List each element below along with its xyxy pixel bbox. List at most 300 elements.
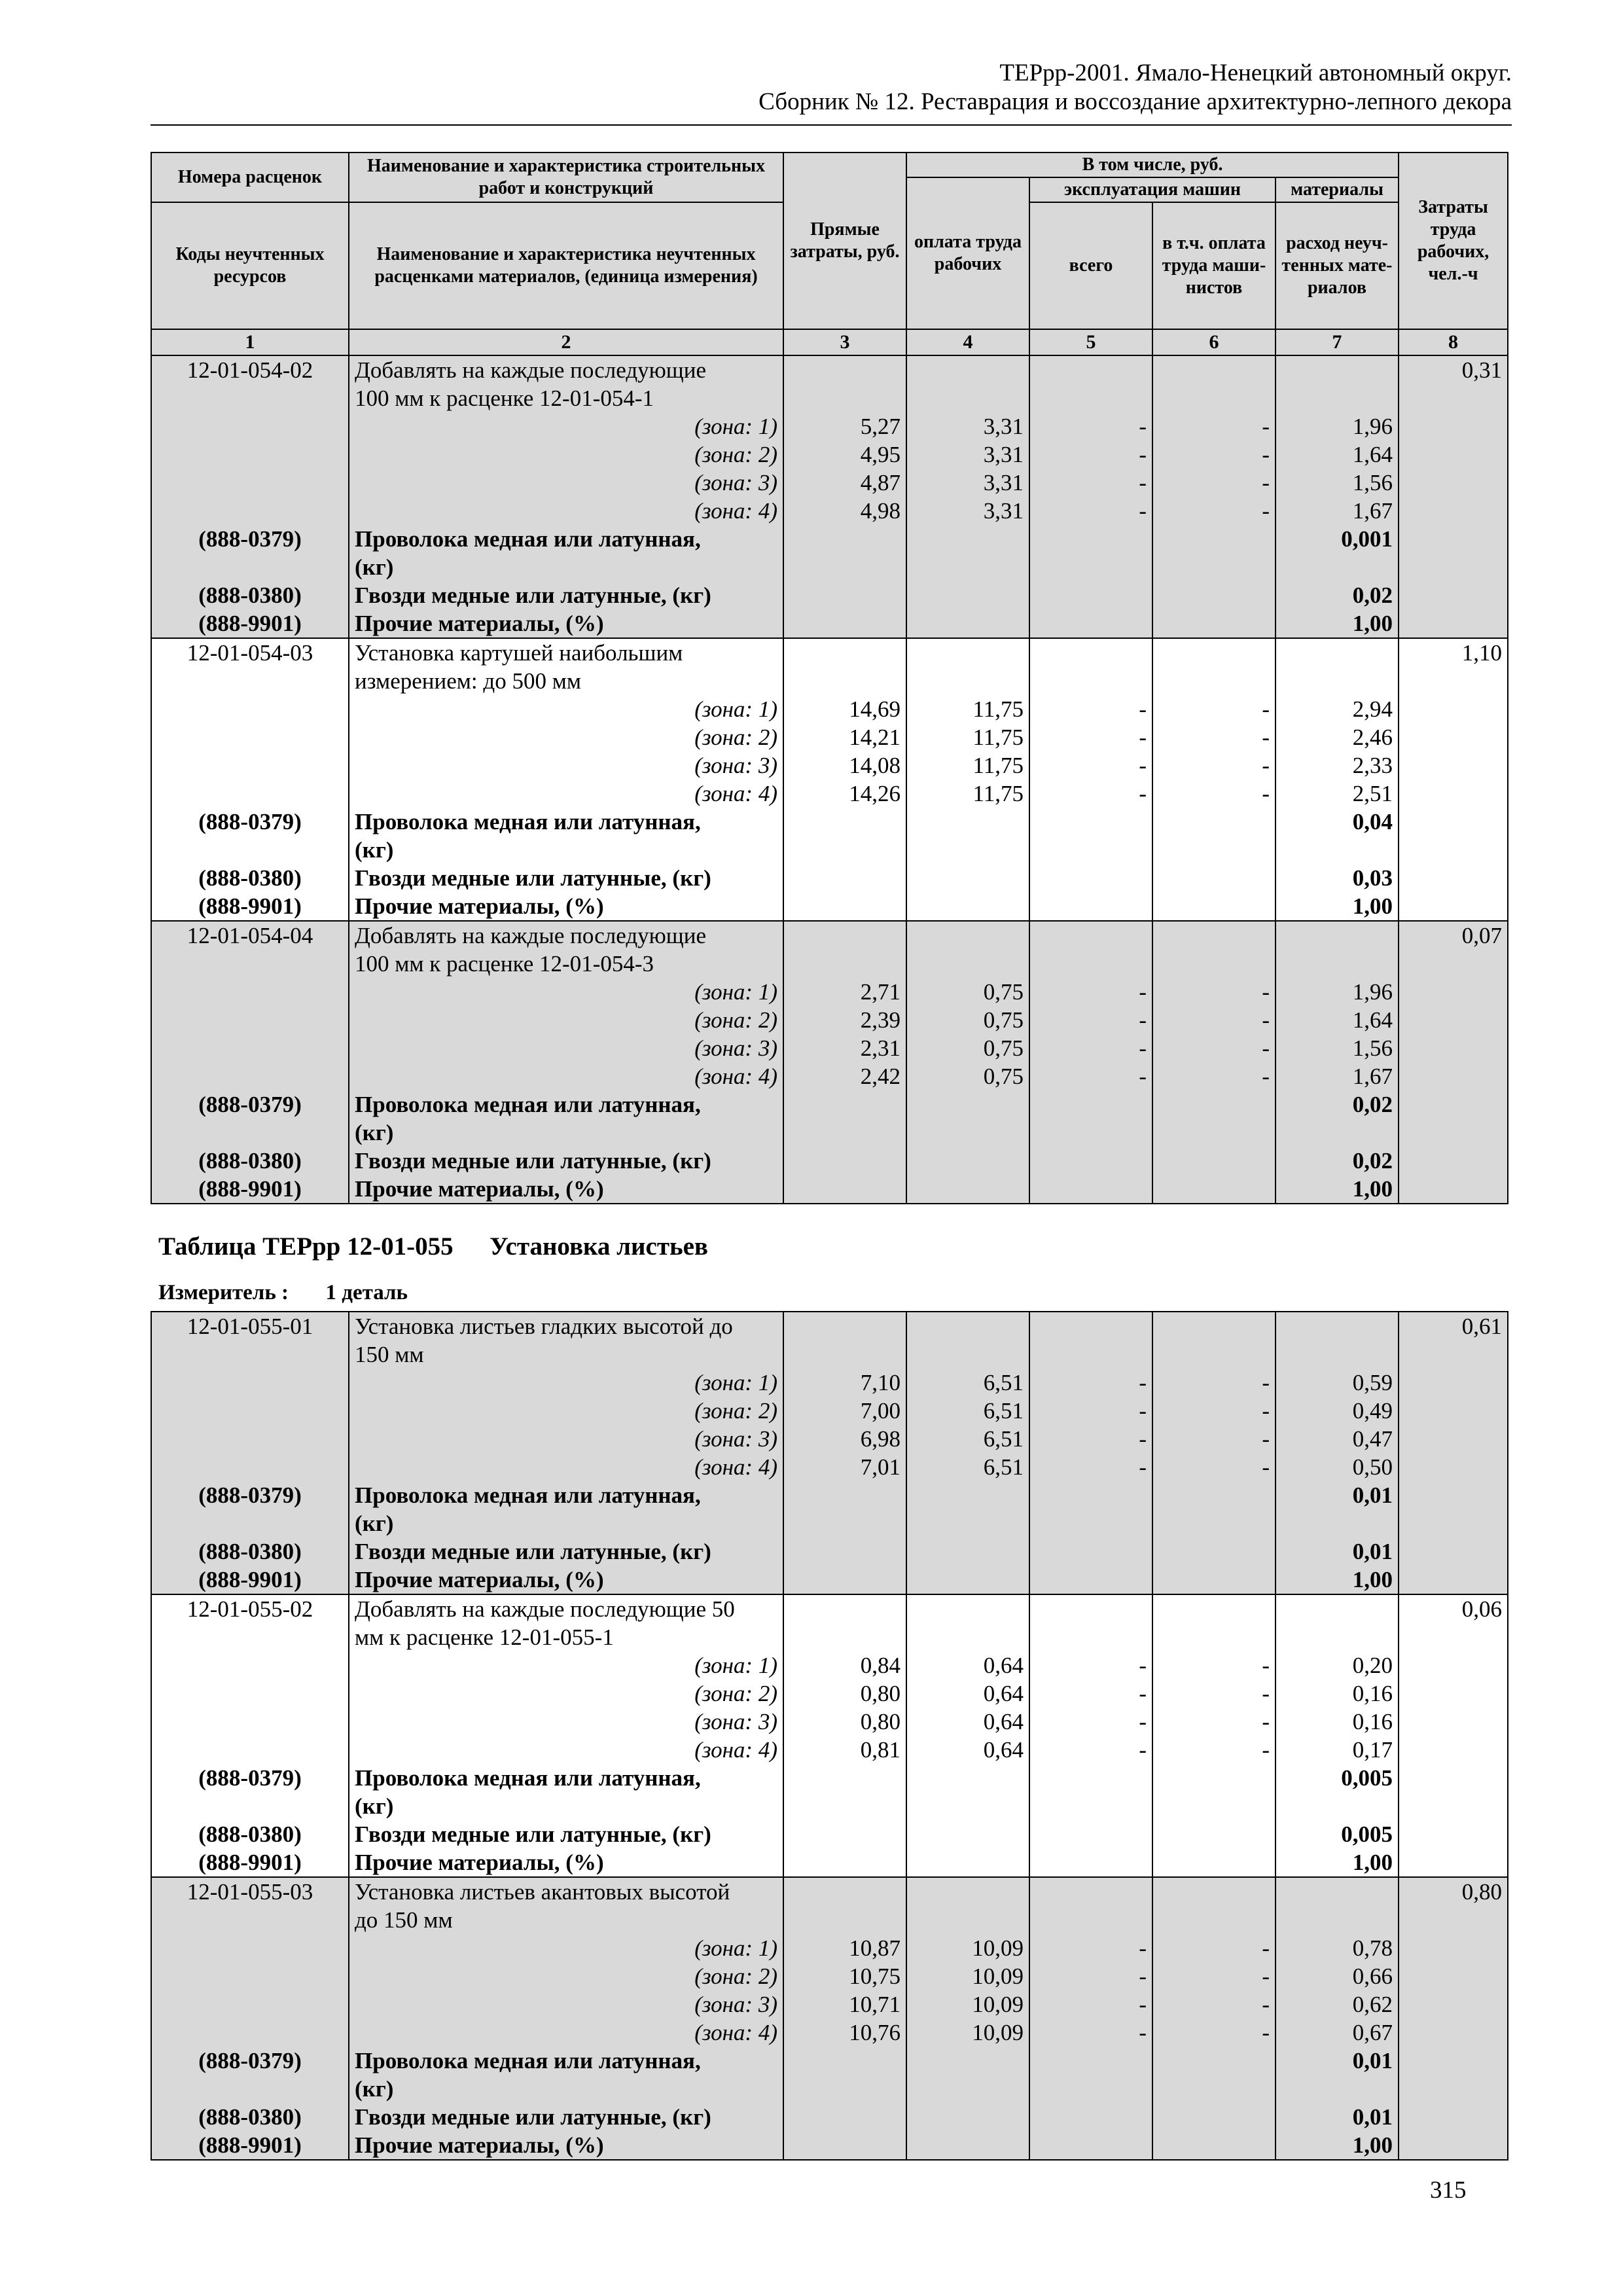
zone-label: (зона: 3): [349, 1034, 783, 1062]
material-row: [151, 2131, 1508, 2160]
empty-cell: [1029, 667, 1152, 695]
direct-costs: 4,87: [783, 469, 906, 497]
empty-cell: [151, 723, 349, 751]
zone-label: (зона: 3): [349, 751, 783, 780]
labor-pay: 0,75: [906, 1034, 1029, 1062]
empty-cell: [783, 1764, 906, 1792]
empty-cell: [1275, 1340, 1399, 1369]
col-machinist-pay: в т.ч. оплата труда маши-нистов: [1152, 202, 1275, 329]
empty-cell: [1399, 836, 1508, 864]
direct-costs: 14,69: [783, 695, 906, 723]
zone-label: (зона: 2): [349, 440, 783, 469]
zone-row: [151, 1651, 1508, 1679]
rate-name: 100 мм к расценке 12-01-054-1: [349, 384, 783, 412]
empty-cell: [783, 638, 906, 667]
empty-cell: [1029, 525, 1152, 553]
direct-costs: 10,76: [783, 2018, 906, 2047]
empty-cell: [1029, 808, 1152, 836]
material-name: Прочие материалы, (%): [349, 2131, 783, 2160]
empty-cell: [1399, 581, 1508, 609]
rate-name: Установка картушей наибольшим: [349, 638, 783, 667]
material-row: [151, 864, 1508, 892]
material-qty: 1,00: [1275, 1566, 1399, 1594]
labor-cost: [1399, 1906, 1508, 1934]
empty-cell: [151, 1397, 349, 1425]
empty-cell: [906, 2103, 1029, 2131]
zone-label: (зона: 2): [349, 1962, 783, 1990]
direct-costs: 7,01: [783, 1453, 906, 1481]
empty-cell: [1399, 864, 1508, 892]
empty-cell: [783, 525, 906, 553]
material-row: [151, 1566, 1508, 1594]
materials-cost: 1,96: [1275, 412, 1399, 440]
empty-cell: [1029, 1623, 1152, 1651]
material-qty: [1275, 836, 1399, 864]
col-direct-costs: Прямые затраты, руб.: [783, 152, 906, 329]
materials-cost: 1,96: [1275, 978, 1399, 1006]
col-machine-total: всего: [1029, 202, 1152, 329]
labor-cost: [1399, 667, 1508, 695]
empty-cell: [783, 384, 906, 412]
zone-label: (зона: 2): [349, 1006, 783, 1034]
material-row: [151, 1119, 1508, 1147]
material-row: [151, 2047, 1508, 2075]
material-qty: 0,02: [1275, 581, 1399, 609]
rate-code: 12-01-055-01: [151, 1312, 349, 1340]
empty-cell: [1399, 609, 1508, 638]
rate-row: [151, 384, 1508, 412]
empty-cell: [1029, 553, 1152, 581]
empty-cell: [1399, 1848, 1508, 1877]
zone-row: [151, 2018, 1508, 2047]
empty-cell: [1029, 1848, 1152, 1877]
material-qty: 0,01: [1275, 2103, 1399, 2131]
column-number: 5: [1029, 329, 1152, 355]
materials-cost: 0,47: [1275, 1425, 1399, 1453]
col-labor-pay: оплата труда рабочих: [906, 177, 1029, 329]
empty-cell: [1029, 921, 1152, 950]
empty-cell: [1029, 384, 1152, 412]
column-number: 2: [349, 329, 783, 355]
zone-label: (зона: 3): [349, 1708, 783, 1736]
empty-cell: [906, 2075, 1029, 2103]
labor-pay: 0,64: [906, 1736, 1029, 1764]
zone-row: [151, 469, 1508, 497]
empty-cell: [1399, 1764, 1508, 1792]
empty-cell: [151, 2018, 349, 2047]
empty-cell: [1399, 1792, 1508, 1820]
rate-row: [151, 1312, 1508, 1340]
empty-cell: [906, 1340, 1029, 1369]
direct-costs: 14,08: [783, 751, 906, 780]
labor-pay: 3,31: [906, 469, 1029, 497]
empty-cell: [1275, 921, 1399, 950]
material-name: Гвозди медные или латунные, (кг): [349, 581, 783, 609]
rate-group: [151, 1312, 1508, 1594]
running-header: [151, 59, 1512, 117]
rate-row: [151, 1340, 1508, 1369]
material-qty: 1,00: [1275, 1848, 1399, 1877]
labor-pay: 0,64: [906, 1651, 1029, 1679]
empty-cell: [1275, 1877, 1399, 1906]
machine-total: -: [1029, 497, 1152, 525]
resource-code: (888-9901): [151, 1566, 349, 1594]
rate-name: Добавлять на каждые последующие: [349, 921, 783, 950]
machine-total: -: [1029, 1397, 1152, 1425]
machine-total: -: [1029, 469, 1152, 497]
empty-cell: [1029, 1594, 1152, 1623]
material-name: Прочие материалы, (%): [349, 609, 783, 638]
material-row: [151, 525, 1508, 553]
table-title-code: Таблица ТЕРрр 12-01-055: [158, 1232, 454, 1261]
material-qty: 0,01: [1275, 1481, 1399, 1509]
material-qty: 0,005: [1275, 1820, 1399, 1848]
empty-cell: [783, 2103, 906, 2131]
labor-cost: [1399, 1340, 1508, 1369]
resource-code: [151, 553, 349, 581]
empty-cell: [1029, 1090, 1152, 1119]
column-number: 1: [151, 329, 349, 355]
machine-total: -: [1029, 978, 1152, 1006]
material-name: Гвозди медные или латунные, (кг): [349, 1537, 783, 1566]
machinist-pay: -: [1152, 1034, 1275, 1062]
rate-code: 12-01-055-02: [151, 1594, 349, 1623]
empty-cell: [1399, 1397, 1508, 1425]
empty-cell: [783, 2131, 906, 2160]
material-name: (кг): [349, 2075, 783, 2103]
direct-costs: 0,80: [783, 1679, 906, 1708]
resource-code: (888-9901): [151, 892, 349, 921]
empty-cell: [783, 864, 906, 892]
material-row: [151, 2103, 1508, 2131]
column-number: 6: [1152, 329, 1275, 355]
empty-cell: [1152, 667, 1275, 695]
machine-total: -: [1029, 412, 1152, 440]
machinist-pay: -: [1152, 1679, 1275, 1708]
zone-label: (зона: 2): [349, 723, 783, 751]
direct-costs: 5,27: [783, 412, 906, 440]
zone-row: [151, 780, 1508, 808]
direct-costs: 2,39: [783, 1006, 906, 1034]
material-qty: [1275, 1119, 1399, 1147]
column-number: 8: [1399, 329, 1508, 355]
material-row: [151, 2075, 1508, 2103]
empty-cell: [1152, 355, 1275, 384]
empty-cell: [1152, 1090, 1275, 1119]
empty-cell: [1399, 525, 1508, 553]
empty-cell: [1029, 1764, 1152, 1792]
rates-table-055: [151, 1311, 1508, 2161]
machine-total: -: [1029, 751, 1152, 780]
rate-row: [151, 1623, 1508, 1651]
labor-pay: 11,75: [906, 695, 1029, 723]
empty-cell: [1399, 1820, 1508, 1848]
machinist-pay: -: [1152, 1962, 1275, 1990]
machinist-pay: -: [1152, 1736, 1275, 1764]
materials-cost: 1,67: [1275, 497, 1399, 525]
empty-cell: [151, 1679, 349, 1708]
zone-label: (зона: 4): [349, 1736, 783, 1764]
rate-group: [151, 921, 1508, 1204]
rate-group: [151, 355, 1508, 638]
empty-cell: [783, 1147, 906, 1175]
empty-cell: [151, 1425, 349, 1453]
direct-costs: 2,71: [783, 978, 906, 1006]
material-qty: 0,01: [1275, 2047, 1399, 2075]
empty-cell: [1399, 1990, 1508, 2018]
resource-code: (888-0379): [151, 525, 349, 553]
labor-cost: 1,10: [1399, 638, 1508, 667]
materials-cost: 1,56: [1275, 469, 1399, 497]
empty-cell: [1152, 384, 1275, 412]
zone-row: [151, 1453, 1508, 1481]
empty-cell: [1275, 667, 1399, 695]
empty-cell: [906, 638, 1029, 667]
material-qty: 0,01: [1275, 1537, 1399, 1566]
rate-code: 12-01-054-04: [151, 921, 349, 950]
material-qty: 0,001: [1275, 525, 1399, 553]
materials-cost: 0,49: [1275, 1397, 1399, 1425]
resource-code: (888-0379): [151, 2047, 349, 2075]
empty-cell: [906, 525, 1029, 553]
empty-cell: [1029, 1820, 1152, 1848]
empty-cell: [1399, 1962, 1508, 1990]
empty-cell: [906, 1594, 1029, 1623]
empty-cell: [1152, 1623, 1275, 1651]
empty-cell: [1029, 1566, 1152, 1594]
empty-cell: [783, 836, 906, 864]
empty-cell: [1275, 1906, 1399, 1934]
resource-code: (888-0379): [151, 1481, 349, 1509]
empty-cell: [1152, 1340, 1275, 1369]
zone-row: [151, 1962, 1508, 1990]
material-name: Гвозди медные или латунные, (кг): [349, 1820, 783, 1848]
material-row: [151, 808, 1508, 836]
machine-total: -: [1029, 1369, 1152, 1397]
empty-cell: [783, 2075, 906, 2103]
empty-cell: [1399, 1736, 1508, 1764]
empty-cell: [906, 355, 1029, 384]
empty-cell: [151, 1651, 349, 1679]
material-qty: [1275, 1792, 1399, 1820]
empty-cell: [1029, 1312, 1152, 1340]
machinist-pay: -: [1152, 412, 1275, 440]
column-number: 7: [1275, 329, 1399, 355]
empty-cell: [906, 1509, 1029, 1537]
materials-cost: 1,64: [1275, 1006, 1399, 1034]
resource-code: (888-9901): [151, 1175, 349, 1204]
material-name: Проволока медная или латунная,: [349, 1090, 783, 1119]
empty-cell: [1152, 553, 1275, 581]
empty-cell: [151, 440, 349, 469]
materials-cost: 0,16: [1275, 1679, 1399, 1708]
material-row: [151, 1175, 1508, 1204]
material-row: [151, 553, 1508, 581]
material-row: [151, 1820, 1508, 1848]
material-name: (кг): [349, 1792, 783, 1820]
rate-code: [151, 384, 349, 412]
empty-cell: [783, 1537, 906, 1566]
resource-code: [151, 1792, 349, 1820]
empty-cell: [906, 1566, 1029, 1594]
empty-cell: [783, 609, 906, 638]
empty-cell: [783, 553, 906, 581]
material-name: Проволока медная или латунная,: [349, 808, 783, 836]
labor-pay: 6,51: [906, 1425, 1029, 1453]
material-qty: 0,02: [1275, 1090, 1399, 1119]
labor-pay: 11,75: [906, 723, 1029, 751]
empty-cell: [906, 553, 1029, 581]
zone-label: (зона: 1): [349, 1369, 783, 1397]
rate-row: [151, 355, 1508, 384]
machinist-pay: -: [1152, 440, 1275, 469]
empty-cell: [906, 808, 1029, 836]
rate-code: [151, 1623, 349, 1651]
empty-cell: [783, 1906, 906, 1934]
empty-cell: [1399, 808, 1508, 836]
empty-cell: [906, 1820, 1029, 1848]
column-numbers-row: [151, 329, 1508, 355]
resource-code: (888-9901): [151, 2131, 349, 2160]
resource-code: [151, 1119, 349, 1147]
empty-cell: [1029, 1147, 1152, 1175]
empty-cell: [1152, 864, 1275, 892]
labor-pay: 10,09: [906, 1934, 1029, 1962]
machinist-pay: -: [1152, 780, 1275, 808]
material-qty: 1,00: [1275, 1175, 1399, 1204]
material-name: Гвозди медные или латунные, (кг): [349, 1147, 783, 1175]
empty-cell: [1152, 1877, 1275, 1906]
empty-cell: [1152, 1147, 1275, 1175]
empty-cell: [1399, 1679, 1508, 1708]
empty-cell: [1399, 1481, 1508, 1509]
rate-name: 100 мм к расценке 12-01-054-3: [349, 950, 783, 978]
direct-costs: 10,71: [783, 1990, 906, 2018]
labor-pay: 10,09: [906, 2018, 1029, 2047]
empty-cell: [906, 1906, 1029, 1934]
material-name: Проволока медная или латунная,: [349, 525, 783, 553]
machinist-pay: -: [1152, 1708, 1275, 1736]
zone-row: [151, 1990, 1508, 2018]
empty-cell: [906, 2047, 1029, 2075]
empty-cell: [1152, 921, 1275, 950]
machine-total: -: [1029, 1990, 1152, 2018]
zone-label: (зона: 1): [349, 412, 783, 440]
empty-cell: [1399, 412, 1508, 440]
material-row: [151, 1147, 1508, 1175]
empty-cell: [783, 1848, 906, 1877]
rate-row: [151, 638, 1508, 667]
material-row: [151, 836, 1508, 864]
empty-cell: [906, 1119, 1029, 1147]
machinist-pay: -: [1152, 2018, 1275, 2047]
machinist-pay: -: [1152, 978, 1275, 1006]
empty-cell: [783, 355, 906, 384]
empty-cell: [1029, 1537, 1152, 1566]
empty-cell: [783, 950, 906, 978]
labor-pay: 6,51: [906, 1369, 1029, 1397]
empty-cell: [1029, 1877, 1152, 1906]
meter-value: 1 деталь: [325, 1281, 408, 1304]
material-row: [151, 1792, 1508, 1820]
resource-code: (888-0380): [151, 581, 349, 609]
rate-row: [151, 1877, 1508, 1906]
rates-table-054: [151, 152, 1508, 1204]
empty-cell: [1399, 978, 1508, 1006]
empty-cell: [1029, 1509, 1152, 1537]
labor-cost: 0,06: [1399, 1594, 1508, 1623]
machine-total: -: [1029, 1651, 1152, 1679]
resource-code: (888-0379): [151, 1090, 349, 1119]
direct-costs: 4,98: [783, 497, 906, 525]
empty-cell: [1399, 1509, 1508, 1537]
material-name: (кг): [349, 1509, 783, 1537]
machine-total: -: [1029, 1453, 1152, 1481]
machinist-pay: -: [1152, 723, 1275, 751]
machine-total: -: [1029, 780, 1152, 808]
empty-cell: [1399, 695, 1508, 723]
col-labor-costs: Затраты труда рабочих, чел.-ч: [1399, 152, 1508, 329]
empty-cell: [1399, 2103, 1508, 2131]
empty-cell: [783, 1340, 906, 1369]
table-title-name: Установка листьев: [490, 1232, 708, 1261]
material-qty: [1275, 1509, 1399, 1537]
material-qty: 1,00: [1275, 609, 1399, 638]
empty-cell: [151, 1708, 349, 1736]
labor-pay: 3,31: [906, 497, 1029, 525]
empty-cell: [783, 1566, 906, 1594]
material-qty: 0,02: [1275, 1147, 1399, 1175]
materials-cost: 0,20: [1275, 1651, 1399, 1679]
material-row: [151, 581, 1508, 609]
direct-costs: 0,80: [783, 1708, 906, 1736]
col-including: В том числе, руб.: [906, 152, 1399, 177]
material-row: [151, 1764, 1508, 1792]
materials-cost: 1,64: [1275, 440, 1399, 469]
material-qty: 1,00: [1275, 2131, 1399, 2160]
resource-code: [151, 2075, 349, 2103]
zone-label: (зона: 4): [349, 1453, 783, 1481]
empty-cell: [1399, 2075, 1508, 2103]
material-qty: 1,00: [1275, 892, 1399, 921]
empty-cell: [1029, 836, 1152, 864]
zone-label: (зона: 2): [349, 1679, 783, 1708]
zone-row: [151, 1679, 1508, 1708]
empty-cell: [906, 892, 1029, 921]
labor-cost: 0,31: [1399, 355, 1508, 384]
machinist-pay: -: [1152, 469, 1275, 497]
direct-costs: 4,95: [783, 440, 906, 469]
column-number: 3: [783, 329, 906, 355]
material-qty: 0,03: [1275, 864, 1399, 892]
labor-cost: 0,80: [1399, 1877, 1508, 1906]
empty-cell: [906, 1623, 1029, 1651]
empty-cell: [906, 581, 1029, 609]
empty-cell: [1399, 1090, 1508, 1119]
empty-cell: [1399, 2131, 1508, 2160]
rate-group: [151, 1877, 1508, 2160]
empty-cell: [1029, 2103, 1152, 2131]
rate-code: 12-01-055-03: [151, 1877, 349, 1906]
empty-cell: [906, 1792, 1029, 1820]
empty-cell: [783, 2047, 906, 2075]
zone-row: [151, 1062, 1508, 1090]
empty-cell: [783, 667, 906, 695]
empty-cell: [151, 1006, 349, 1034]
resource-code: (888-0380): [151, 864, 349, 892]
empty-cell: [1275, 1594, 1399, 1623]
empty-cell: [1399, 751, 1508, 780]
